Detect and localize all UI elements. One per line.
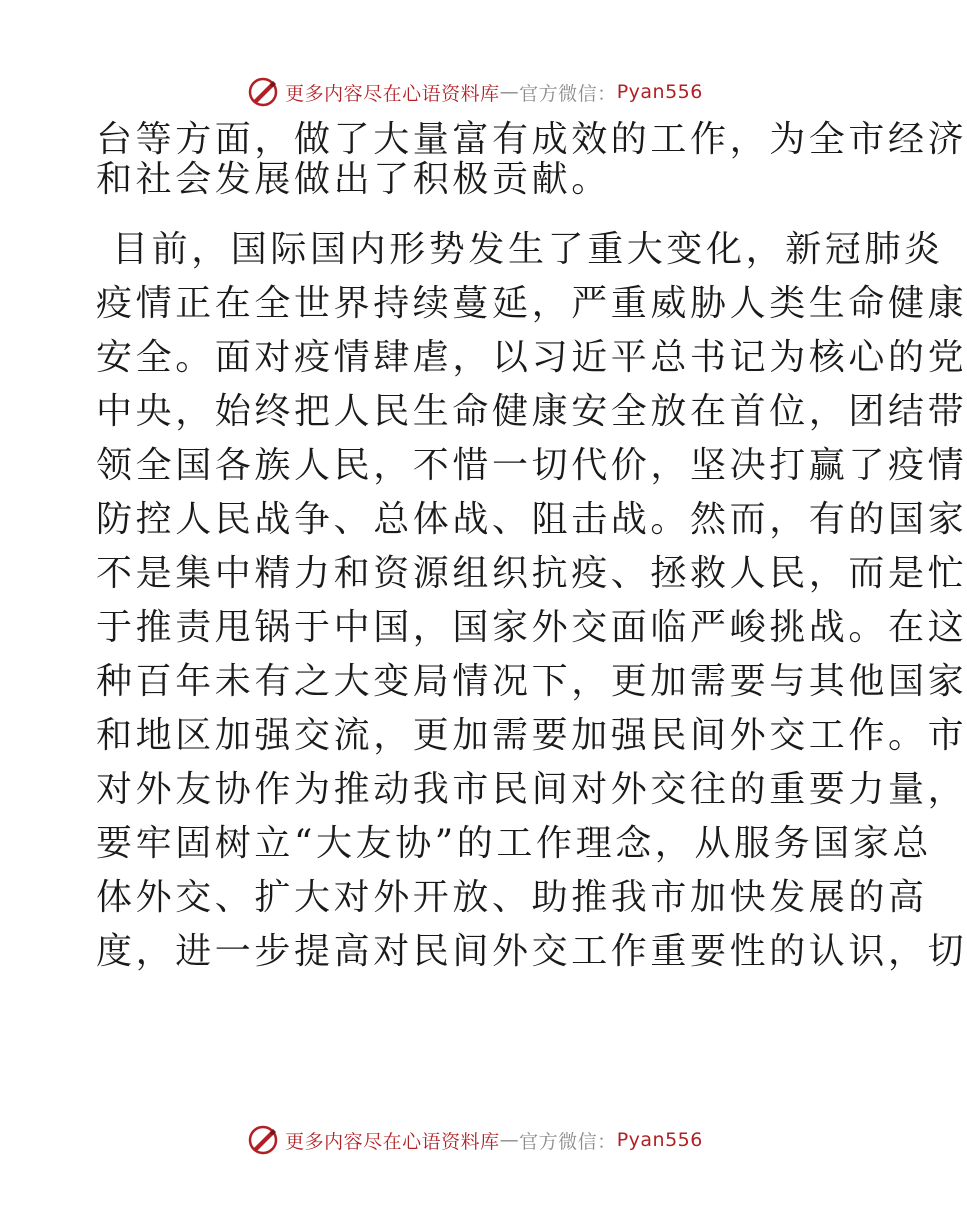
text-line: 中央，始终把人民生命健康安全放在首位，团结带 <box>96 391 967 432</box>
banner-wechat-label: 官方微信： <box>519 1130 617 1153</box>
footer-banner <box>0 1120 950 1160</box>
text-line: 疫情正在全世界持续蔓延，严重威胁人类生命健康 <box>96 283 967 324</box>
text-line: 对外友协作为推动我市民间对外交往的重要力量， <box>96 769 967 810</box>
banner-site-name: 更多内容尽在心语资料库 <box>285 82 500 105</box>
header-banner <box>0 72 950 112</box>
text-line: 体外交、扩大对外开放、助推我市加快发展的高 <box>96 877 928 918</box>
banner-dash: — <box>499 81 520 103</box>
banner-site-name: 更多内容尽在心语资料库 <box>285 1130 500 1153</box>
banner-wechat-label: 官方微信： <box>519 82 617 105</box>
text-line: 安全。面对疫情肆虐，以习近平总书记为核心的党 <box>96 337 967 378</box>
paragraph-continued <box>96 119 967 200</box>
document-body <box>96 119 967 972</box>
banner-wechat-handle: Pyan556 <box>616 81 703 103</box>
banner-dash: — <box>499 1129 520 1151</box>
text-line: 防控人民战争、总体战、阻击战。然而，有的国家 <box>96 499 967 540</box>
text-line: 度，进一步提高对民间外交工作重要性的认识，切 <box>96 931 967 972</box>
paragraph-main <box>96 229 967 972</box>
banner-wechat-handle: Pyan556 <box>616 1129 703 1151</box>
text-line: 种百年未有之大变局情况下，更加需要与其他国家 <box>96 661 967 702</box>
text-line: 要牢固树立“大友协”的工作理念，从服务国家总 <box>96 823 933 864</box>
text-line: 和地区加强交流，更加需要加强民间外交工作。市 <box>96 715 967 756</box>
text-line: 领全国各族人民，不惜一切代价，坚决打赢了疫情 <box>96 445 967 486</box>
text-line: 不是集中精力和资源组织抗疫、拯救人民，而是忙 <box>96 553 967 594</box>
pen-logo-icon <box>247 1124 279 1156</box>
paragraph-spacer <box>96 200 856 230</box>
text-line: 于推责甩锅于中国，国家外交面临严峻挑战。在这 <box>96 607 967 648</box>
text-line: 和社会发展做出了积极贡献。 <box>96 159 611 200</box>
text-line: 台等方面，做了大量富有成效的工作，为全市经济 <box>96 119 967 160</box>
text-line: 目前，国际国内形势发生了重大变化，新冠肺炎 <box>112 229 944 270</box>
pen-logo-icon <box>247 76 279 108</box>
